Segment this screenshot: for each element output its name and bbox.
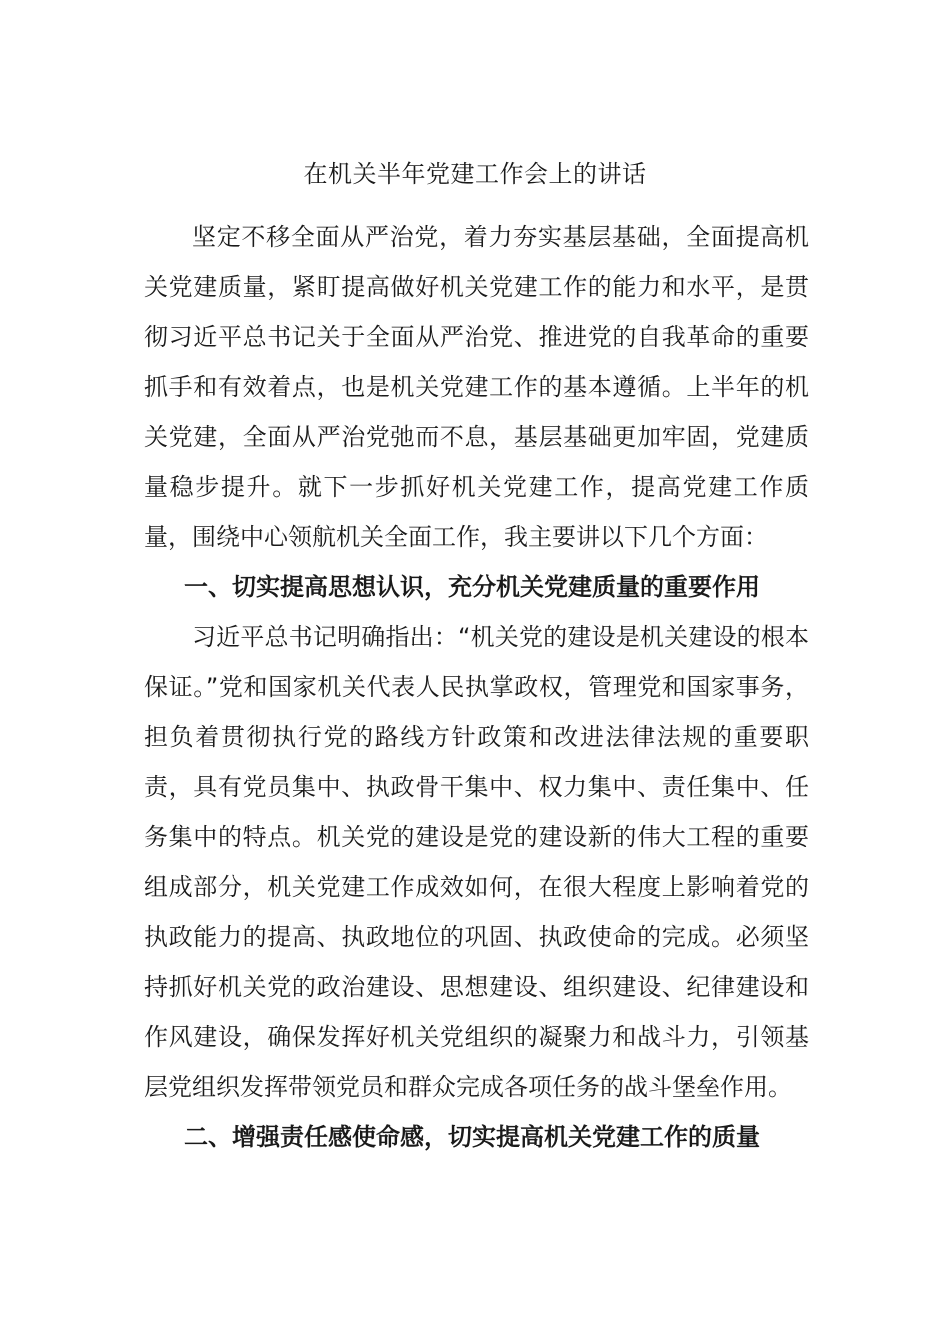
section-heading-2: 二、增强责任感使命感，切实提高机关党建工作的质量 [184, 1123, 760, 1151]
section-1-paragraph: 习近平总书记明确指出：“机关党的建设是机关建设的根本保证。”党和国家机关代表人民执掌政权，管理党和国家事务，担负着贯彻执行党的路线方针政策和改进法律法规的重要职责，具有党员集中、执政骨干集中、权力集中、责任集中、任务集中的特点。机关党的建设是党的建设新的伟大工程的重要组成部分，机关党建工作成效如何，在很大程度上影响着党的执政能力的提高、执政地位的巩固、执政使命的完成。必须坚持抓好机关党的政治建设、思想建设、组织建设、纪律建设和作风建设，确保发挥好机关党组织的凝聚力和战斗力，引领基层党组织发挥带领党员和群众完成各项任务的战斗堡垒作用。 [144, 623, 809, 1101]
intro-paragraph: 坚定不移全面从严治党，着力夯实基层基础，全面提高机关党建质量，紧盯提高做好机关党建工作的能力和水平，是贯彻习近平总书记关于全面从严治党、推进党的自我革命的重要抓手和有效着点，也是机关党建工作的基本遵循。上半年的机关党建，全面从严治党弛而不息，基层基础更加牢固，党建质量稳步提升。就下一步抓好机关党建工作，提高党建工作质量，围绕中心领航机关全面工作，我主要讲以下几个方面： [144, 223, 809, 551]
document-title: 在机关半年党建工作会上的讲话 [303, 160, 647, 188]
section-heading-1: 一、切实提高思想认识，充分机关党建质量的重要作用 [184, 573, 760, 601]
